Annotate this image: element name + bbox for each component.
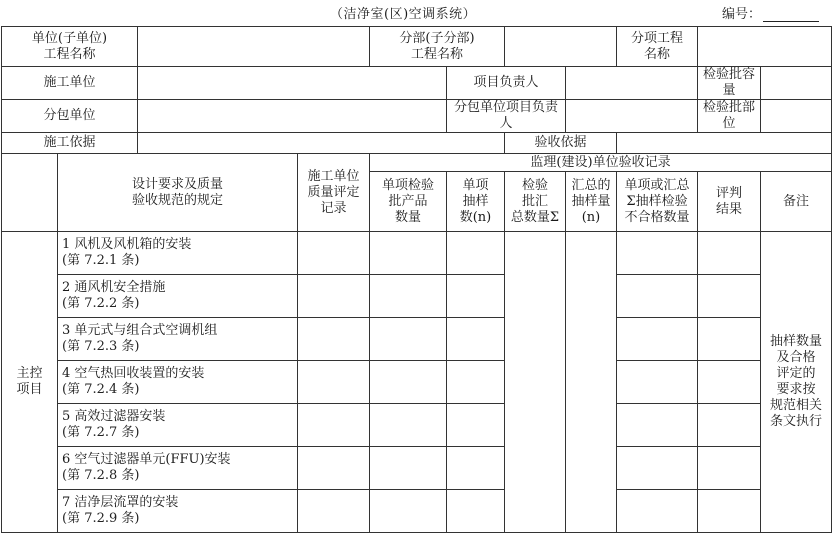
item-clause: (第 7.2.3 条) (62, 339, 140, 354)
single-batch-qty-cell[interactable] (370, 318, 447, 361)
subcontract-manager-value[interactable] (566, 100, 698, 133)
batch-total-header: 检验 批汇 总数量Σ (505, 172, 566, 232)
construction-basis-label: 施工依据 (2, 133, 138, 154)
item-name: 4 空气热回收装置的安装 (62, 366, 205, 381)
info-row-4 (2, 133, 832, 154)
item-name: 2 通风机安全措施 (62, 280, 166, 295)
subcontract-manager-label: 分包单位项目负责人 (447, 100, 566, 133)
item-cell (58, 275, 298, 318)
unqualified-cell[interactable] (617, 232, 698, 275)
unqualified-cell[interactable] (617, 490, 698, 533)
item-name: 6 空气过滤器单元(FFU)安装 (62, 452, 231, 467)
header-row-1 (2, 154, 832, 172)
construction-record-cell[interactable] (298, 490, 370, 533)
item-name: 7 洁净层流罩的安装 (62, 495, 179, 510)
subcontract-unit-value[interactable] (138, 100, 447, 133)
construction-record-header: 施工单位 质量评定 记录 (298, 154, 370, 232)
single-batch-qty-cell[interactable] (370, 361, 447, 404)
remarks-text: 抽样数量 及合格 评定的 要求按 规范相关 条文执行 (761, 232, 832, 533)
construction-record-cell[interactable] (298, 275, 370, 318)
item-cell (58, 404, 298, 447)
single-sample-cell[interactable] (447, 404, 505, 447)
item-cell (58, 318, 298, 361)
construction-record-cell[interactable] (298, 404, 370, 447)
construction-record-cell[interactable] (298, 361, 370, 404)
evaluation-cell[interactable] (698, 232, 761, 275)
item-name: 3 单元式与组合式空调机组 (62, 323, 218, 338)
division-project-value[interactable] (505, 27, 617, 67)
remarks-header: 备注 (761, 172, 832, 232)
total-sample-header: 汇总的 抽样量 (n) (566, 172, 617, 232)
unit-project-value[interactable] (138, 27, 370, 67)
evaluation-cell[interactable] (698, 361, 761, 404)
project-manager-value[interactable] (566, 67, 698, 100)
item-row (2, 490, 832, 533)
item-row (2, 318, 832, 361)
item-cell (58, 361, 298, 404)
construction-basis-value[interactable] (138, 133, 505, 154)
batch-location-value[interactable] (761, 100, 832, 133)
single-sample-header: 单项 抽样 数(n) (447, 172, 505, 232)
item-cell (58, 490, 298, 533)
single-batch-qty-cell[interactable] (370, 232, 447, 275)
total-sample-cell[interactable] (566, 232, 617, 533)
info-row-1 (2, 27, 832, 67)
page-header (0, 0, 833, 24)
evaluation-cell[interactable] (698, 318, 761, 361)
construction-record-cell[interactable] (298, 447, 370, 490)
document-number (722, 3, 819, 22)
item-row (2, 275, 832, 318)
single-sample-cell[interactable] (447, 232, 505, 275)
single-sample-cell[interactable] (447, 275, 505, 318)
evaluation-header: 评判 结果 (698, 172, 761, 232)
inspection-form-table (1, 26, 832, 533)
single-sample-cell[interactable] (447, 490, 505, 533)
single-sample-cell[interactable] (447, 361, 505, 404)
item-clause: (第 7.2.9 条) (62, 511, 140, 526)
item-row (2, 232, 832, 275)
unqualified-cell[interactable] (617, 275, 698, 318)
construction-record-cell[interactable] (298, 318, 370, 361)
acceptance-basis-label: 验收依据 (505, 133, 617, 154)
unqualified-cell[interactable] (617, 318, 698, 361)
design-requirements-header: 设计要求及质量 验收规范的规定 (58, 154, 298, 232)
unit-project-label: 单位(子单位) 工程名称 (2, 27, 138, 67)
item-cell (58, 447, 298, 490)
project-manager-label: 项目负责人 (447, 67, 566, 100)
single-batch-qty-cell[interactable] (370, 275, 447, 318)
batch-location-label: 检验批部位 (698, 100, 761, 133)
evaluation-cell[interactable] (698, 447, 761, 490)
document-number-field[interactable] (763, 7, 819, 22)
item-clause: (第 7.2.1 条) (62, 253, 140, 268)
supervision-record-header: 监理(建设)单位验收记录 (370, 154, 832, 172)
item-row (2, 361, 832, 404)
item-row (2, 447, 832, 490)
single-batch-qty-cell[interactable] (370, 490, 447, 533)
evaluation-cell[interactable] (698, 275, 761, 318)
batch-total-cell[interactable] (505, 232, 566, 533)
construction-record-cell[interactable] (298, 232, 370, 275)
construction-unit-value[interactable] (138, 67, 447, 100)
unqualified-cell[interactable] (617, 361, 698, 404)
unqualified-cell[interactable] (617, 404, 698, 447)
subitem-project-value[interactable] (698, 27, 832, 67)
item-cell (58, 232, 298, 275)
evaluation-cell[interactable] (698, 404, 761, 447)
batch-capacity-value[interactable] (761, 67, 832, 100)
unqualified-cell[interactable] (617, 447, 698, 490)
acceptance-basis-value[interactable] (617, 133, 832, 154)
item-name: 1 风机及风机箱的安装 (62, 237, 192, 252)
evaluation-cell[interactable] (698, 490, 761, 533)
single-sample-cell[interactable] (447, 447, 505, 490)
item-clause: (第 7.2.4 条) (62, 382, 140, 397)
document-number-label: 编号： (722, 7, 762, 22)
item-clause: (第 7.2.2 条) (62, 296, 140, 311)
blank-corner-cell (2, 154, 58, 232)
subcontract-unit-label: 分包单位 (2, 100, 138, 133)
main-control-label: 主控 项目 (2, 232, 58, 533)
single-batch-qty-header: 单项检验 批产品 数量 (370, 172, 447, 232)
item-clause: (第 7.2.8 条) (62, 468, 140, 483)
construction-unit-label: 施工单位 (2, 67, 138, 100)
document-title: （洁净室(区)空调系统） (330, 7, 477, 22)
unqualified-header: 单项或汇总 Σ抽样检验 不合格数量 (617, 172, 698, 232)
batch-capacity-label: 检验批容量 (698, 67, 761, 100)
info-row-3 (2, 100, 832, 133)
item-name: 5 高效过滤器安装 (62, 409, 166, 424)
single-batch-qty-cell[interactable] (370, 404, 447, 447)
single-sample-cell[interactable] (447, 318, 505, 361)
info-row-2 (2, 67, 832, 100)
subitem-project-label: 分项工程 名称 (617, 27, 698, 67)
item-clause: (第 7.2.7 条) (62, 425, 140, 440)
single-batch-qty-cell[interactable] (370, 447, 447, 490)
item-row (2, 404, 832, 447)
division-project-label: 分部(子分部) 工程名称 (370, 27, 505, 67)
